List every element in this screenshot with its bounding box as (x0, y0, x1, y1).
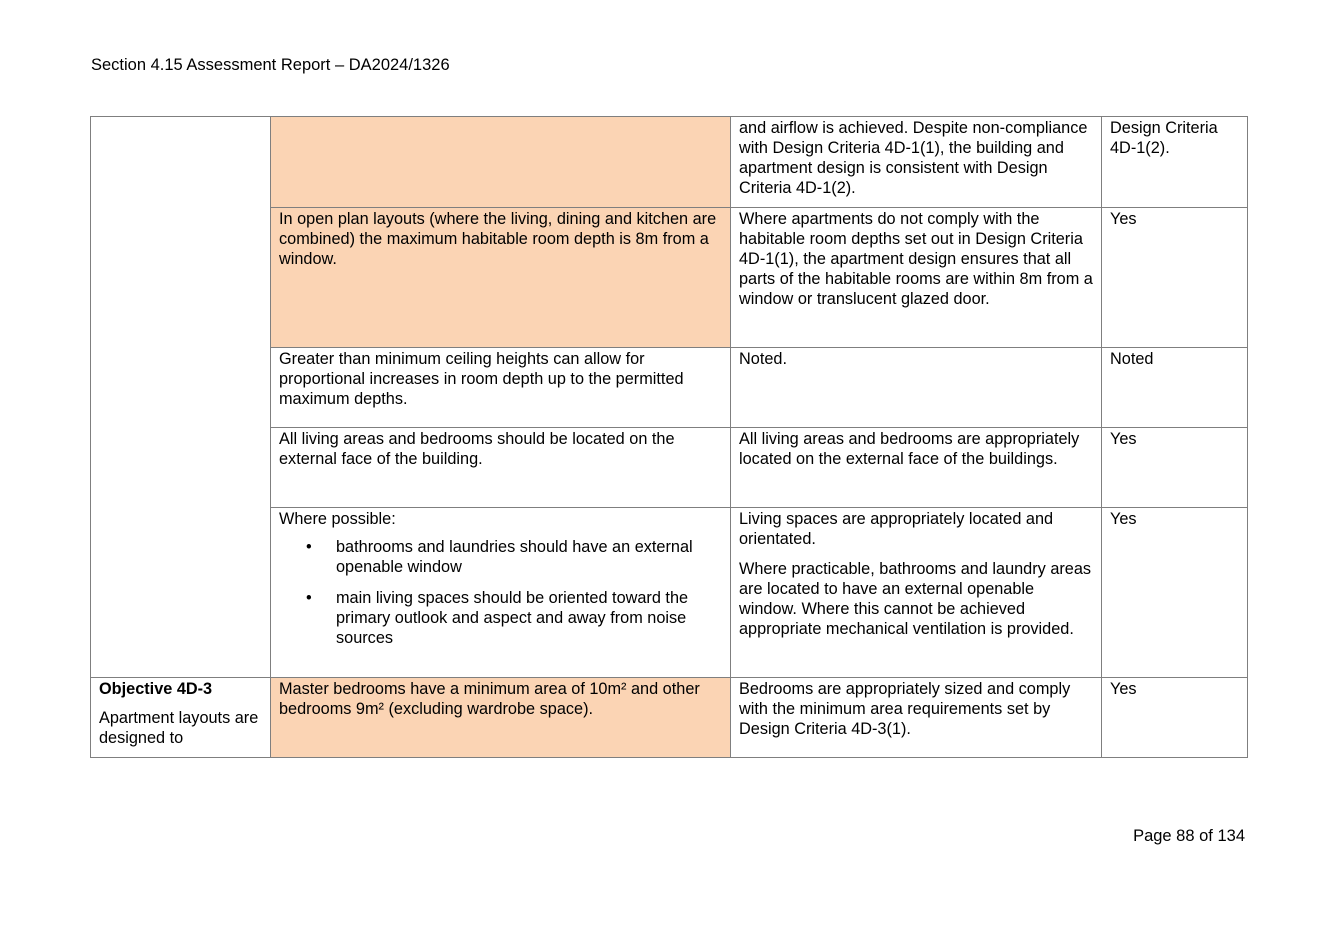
table-row (91, 678, 1248, 758)
list-item: • main living spaces should be oriented toward the primary outlook and aspect and away from noise sources (336, 588, 722, 648)
assessment-table (90, 116, 1248, 758)
control-cell: Master bedrooms have a minimum area of 10m² and other bedrooms 9m² (excluding wardrobe space). (271, 678, 731, 758)
comment-paragraph: Where practicable, bathrooms and laundry areas are located to have an external openable window. Where this cannot be achieved appropriate mechanical ventilation is provided. (739, 560, 1092, 638)
comment-cell: Where apartments do not comply with the habitable room depths set out in Design Criteria 4D-1(1), the apartment design ensures that all parts of the habitable rooms are within 8m from a window or translucent glazed door. (731, 208, 1102, 348)
page-number: Page 88 of 134 (1133, 827, 1245, 845)
control-cell: In open plan layouts (where the living, dining and kitchen are combined) the maximum habitable room depth is 8m from a window. (271, 208, 731, 348)
list-item: • bathrooms and laundries should have an external openable window (336, 537, 722, 577)
objective-description: Apartment layouts are designed to (99, 709, 259, 747)
comment-cell: All living areas and bedrooms are appropriately located on the external face of the buildings. (731, 428, 1102, 508)
objective-title: Objective 4D-3 (99, 680, 213, 698)
compliance-cell: Design Criteria 4D-1(2). (1102, 117, 1248, 208)
compliance-cell: Noted (1102, 348, 1248, 428)
comment-cell: Noted. (731, 348, 1102, 428)
comment-cell (731, 508, 1102, 678)
control-bullet-list (279, 537, 722, 648)
control-cell: All living areas and bedrooms should be located on the external face of the building. (271, 428, 731, 508)
page-header: Section 4.15 Assessment Report – DA2024/1326 (91, 56, 450, 74)
control-cell (271, 508, 731, 678)
table-row (91, 117, 1248, 208)
control-intro: Where possible: (279, 510, 396, 528)
comment-cell: and airflow is achieved. Despite non-compliance with Design Criteria 4D-1(1), the building and apartment design is consistent with Design Criteria 4D-1(2). (731, 117, 1102, 208)
control-cell (271, 117, 731, 208)
objective-cell (91, 117, 271, 678)
compliance-cell: Yes (1102, 428, 1248, 508)
compliance-cell: Yes (1102, 208, 1248, 348)
comment-cell: Bedrooms are appropriately sized and comply with the minimum area requirements set by Design Criteria 4D-3(1). (731, 678, 1102, 758)
compliance-cell: Yes (1102, 678, 1248, 758)
compliance-cell: Yes (1102, 508, 1248, 678)
comment-paragraph: Living spaces are appropriately located and orientated. (739, 510, 1054, 548)
control-cell: Greater than minimum ceiling heights can allow for proportional increases in room depth up to the permitted maximum depths. (271, 348, 731, 428)
objective-cell (91, 678, 271, 758)
